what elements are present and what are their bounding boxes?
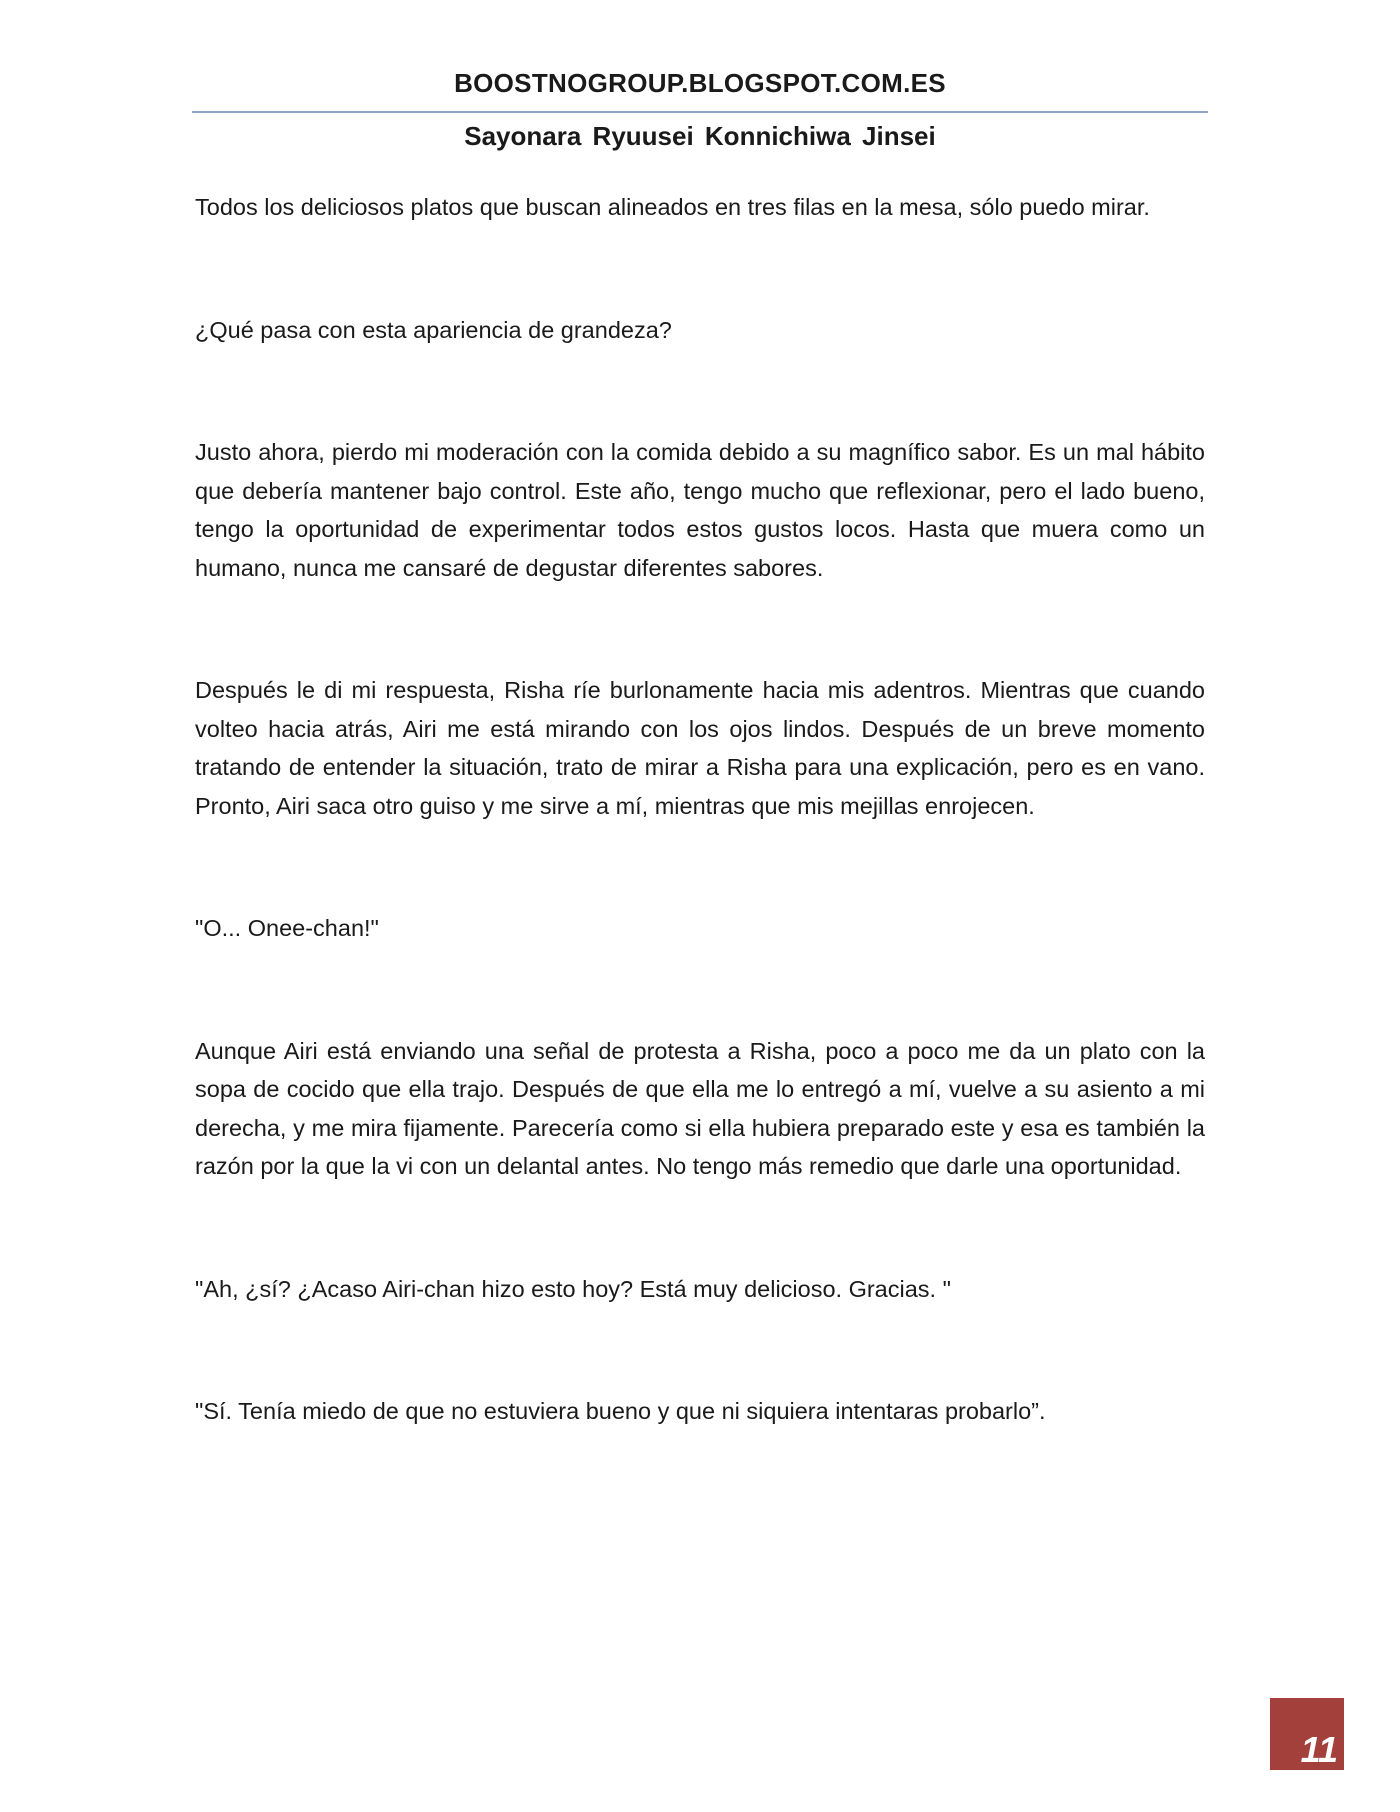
paragraph: Aunque Airi está enviando una señal de protesta a Risha, poco a poco me da un plato con la sopa de cocido que ella trajo. Después de que ella me lo entregó a mí, vuelve a su asiento a mi derecha, y me mira fijamente. Parecería como si ella hubiera preparado este y esa es también la razón por la que la vi con un delantal antes. No tengo más remedio que darle una oportunidad. (195, 1037, 1205, 1179)
paragraph: "O... Onee-chan!" (195, 915, 379, 941)
body-text (195, 188, 1205, 1431)
paragraph: "Sí. Tenía miedo de que no estuviera bueno y que ni siquiera intentaras probarlo”. (195, 1398, 1046, 1424)
page-number-underline (1270, 1770, 1344, 1772)
paragraph: Justo ahora, pierdo mi moderación con la comida debido a su magnífico sabor. Es un mal hábito que debería mantener bajo control. Este año, tengo mucho que reflexionar, pero el lado bueno, tengo la oportunidad de experimentar todos estos gustos locos. Hasta que muera como un humano, nunca me cansaré de degustar diferentes sabores. (195, 439, 1205, 581)
paragraph: Todos los deliciosos platos que buscan alineados en tres filas en la mesa, sólo puedo mirar. (195, 194, 1150, 220)
book-title: Sayonara Ryuusei Konnichiwa Jinsei (464, 121, 936, 151)
paragraph: "Ah, ¿sí? ¿Acaso Airi-chan hizo esto hoy? Está muy delicioso. Gracias. " (195, 1275, 951, 1302)
paragraph: ¿Qué pasa con esta apariencia de grandeza? (195, 316, 672, 343)
page-number: 11 (1300, 1729, 1338, 1770)
paragraph: Después le di mi respuesta, Risha ríe burlonamente hacia mis adentros. Mientras que cuando volteo hacia atrás, Airi me está mirando con los ojos lindos. Después de un breve momento tratando de entender la situación, trato de mirar a Risha para una explicación, pero es en vano. Pronto, Airi saca otro guiso y me sirve a mí, mientras que mis mejillas enrojecen. (195, 677, 1205, 819)
site-header: BOOSTNOGROUP.BLOGSPOT.COM.ES (454, 68, 946, 98)
header-divider (192, 111, 1208, 113)
page-number-badge (1270, 1698, 1344, 1772)
